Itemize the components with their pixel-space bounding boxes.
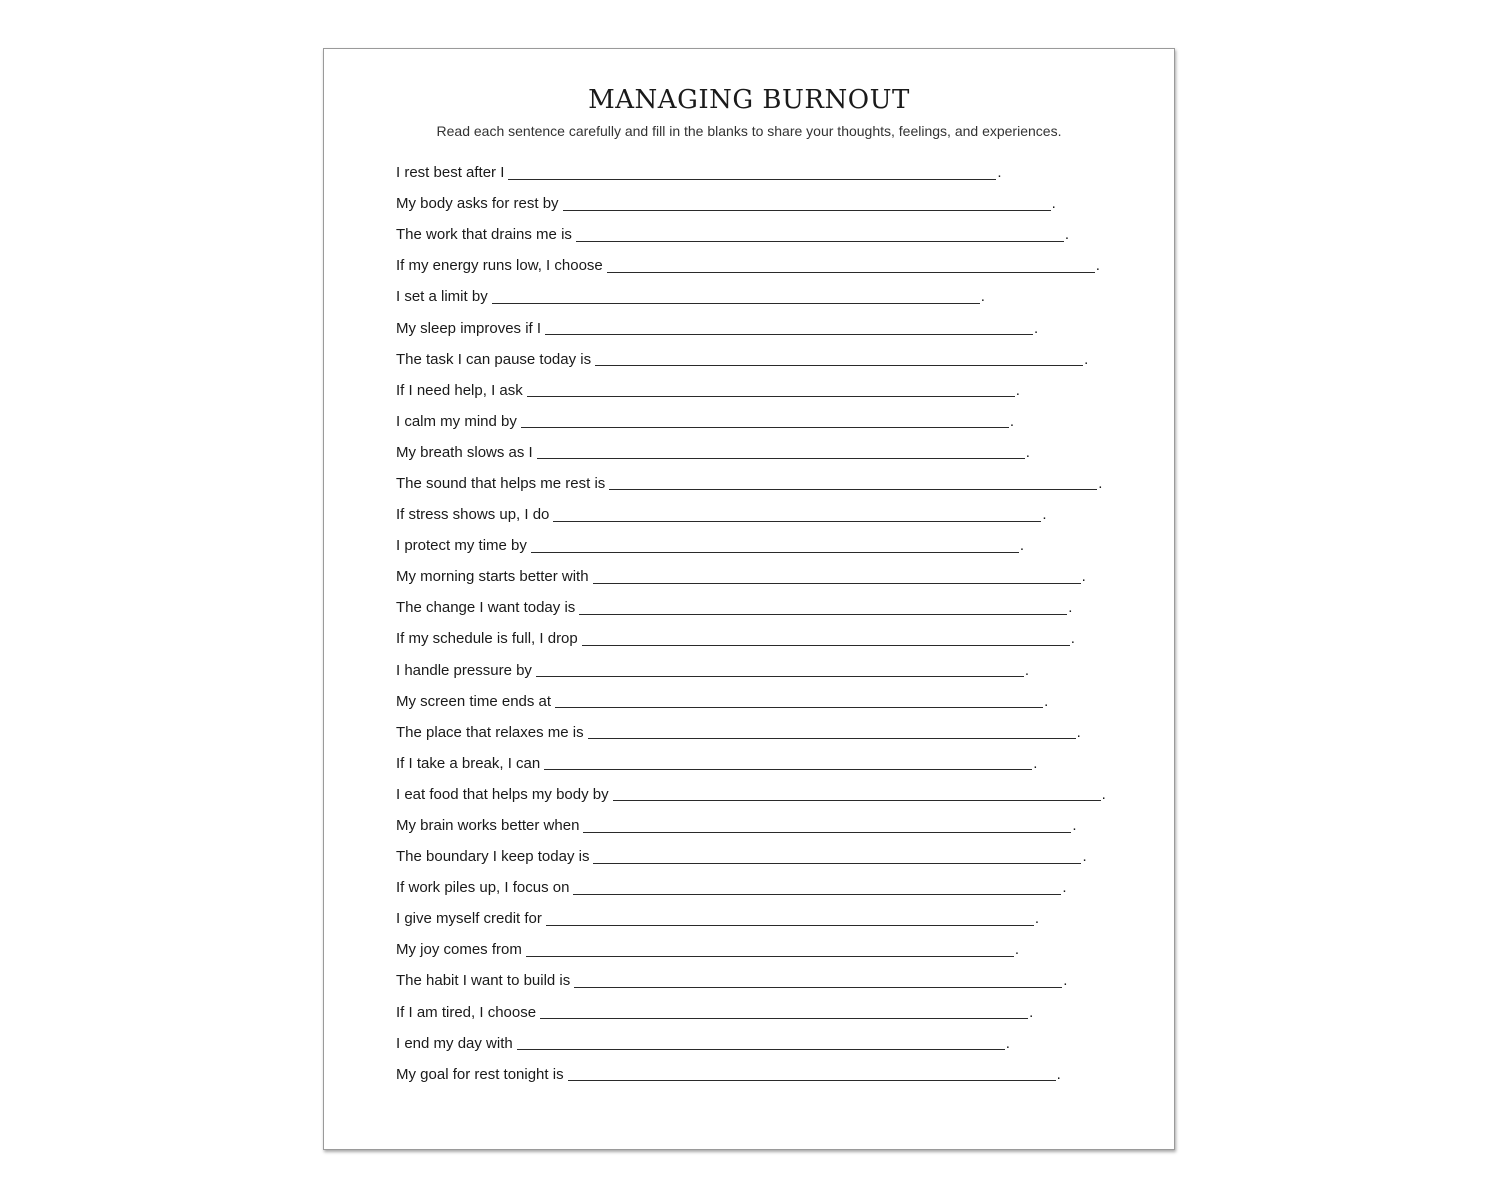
prompt-text: I calm my mind by — [396, 412, 517, 430]
prompt-row — [396, 965, 1116, 996]
prompt-text: I protect my time by — [396, 537, 527, 555]
fill-in-blank[interactable] — [579, 601, 1067, 615]
prompt-row — [396, 375, 1116, 406]
prompt-text: The work that drains me is — [396, 226, 572, 244]
fill-in-blank[interactable] — [574, 974, 1062, 988]
prompt-row — [396, 717, 1116, 748]
end-period: . — [1009, 412, 1015, 430]
prompt-row — [396, 344, 1116, 375]
prompt-row — [396, 997, 1116, 1028]
prompt-text: If I am tired, I choose — [396, 1003, 537, 1021]
fill-in-blank[interactable] — [576, 228, 1064, 242]
prompt-text: My screen time ends at — [396, 692, 552, 710]
fill-in-blank[interactable] — [545, 321, 1033, 335]
fill-in-blank[interactable] — [546, 912, 1034, 926]
prompt-row — [396, 934, 1116, 965]
prompt-text: The change I want today is — [396, 599, 576, 617]
prompt-text: My sleep improves if I — [396, 319, 542, 337]
prompt-text: My brain works better when — [396, 817, 580, 835]
fill-in-blank[interactable] — [526, 943, 1014, 957]
end-period: . — [1034, 910, 1040, 928]
fill-in-blank[interactable] — [607, 259, 1095, 273]
prompt-row — [396, 561, 1116, 592]
fill-in-blank[interactable] — [588, 725, 1076, 739]
prompt-row — [396, 406, 1116, 437]
prompt-row — [396, 250, 1116, 281]
prompt-text: The place that relaxes me is — [396, 723, 584, 741]
end-period: . — [1070, 630, 1075, 648]
prompt-text: The task I can pause today is — [396, 350, 592, 368]
fill-in-blank[interactable] — [593, 570, 1081, 584]
prompt-row — [396, 872, 1116, 903]
prompt-row — [396, 499, 1116, 530]
fill-in-blank[interactable] — [583, 819, 1071, 833]
end-period: . — [1063, 972, 1068, 990]
prompt-text: My joy comes from — [396, 941, 522, 959]
end-period: . — [1025, 443, 1030, 461]
prompt-text: I eat food that helps my body by — [396, 785, 609, 803]
prompt-row — [396, 312, 1116, 343]
prompt-row — [396, 655, 1116, 686]
prompt-row — [396, 281, 1116, 312]
end-period: . — [1024, 661, 1030, 679]
prompt-text: If I take a break, I can — [396, 754, 541, 772]
fill-in-blank[interactable] — [508, 166, 996, 180]
fill-in-blank[interactable] — [537, 445, 1025, 459]
end-period: . — [1034, 319, 1039, 337]
prompt-row — [396, 592, 1116, 623]
prompt-row — [396, 1028, 1116, 1059]
end-period: . — [997, 164, 1002, 182]
end-period: . — [1098, 474, 1103, 492]
prompt-text: The sound that helps me rest is — [396, 474, 606, 492]
prompt-text: My body asks for rest by — [396, 195, 559, 213]
prompt-text: I give myself credit for — [396, 910, 542, 928]
prompt-text: If work piles up, I focus on — [396, 879, 570, 897]
end-period: . — [1084, 350, 1089, 368]
end-period: . — [1044, 692, 1049, 710]
end-period: . — [1081, 568, 1086, 586]
prompt-list — [396, 157, 1116, 1090]
prompt-text: My breath slows as I — [396, 443, 533, 461]
prompt-text: I end my day with — [396, 1034, 513, 1052]
end-period: . — [1056, 1065, 1061, 1083]
prompt-text: I rest best after I — [396, 164, 505, 182]
end-period: . — [1015, 381, 1020, 399]
prompt-text: If I need help, I ask — [396, 381, 523, 399]
end-period: . — [1029, 1003, 1034, 1021]
fill-in-blank[interactable] — [536, 663, 1024, 677]
end-period: . — [1101, 785, 1106, 803]
prompt-row — [396, 530, 1116, 561]
prompt-row — [396, 779, 1116, 810]
prompt-row — [396, 841, 1116, 872]
fill-in-blank[interactable] — [573, 881, 1061, 895]
prompt-text: The habit I want to build is — [396, 972, 571, 990]
prompt-row — [396, 188, 1116, 219]
end-period: . — [980, 288, 985, 306]
prompt-row — [396, 686, 1116, 717]
prompt-text: I set a limit by — [396, 288, 488, 306]
end-period: . — [1082, 848, 1087, 866]
end-period: . — [1068, 599, 1073, 617]
prompt-row — [396, 903, 1116, 934]
prompt-text: If my schedule is full, I drop — [396, 630, 578, 648]
prompt-row — [396, 219, 1116, 250]
prompt-row — [396, 623, 1116, 654]
fill-in-blank[interactable] — [582, 632, 1070, 646]
fill-in-blank[interactable] — [609, 476, 1097, 490]
fill-in-blank[interactable] — [553, 508, 1041, 522]
fill-in-blank[interactable] — [563, 197, 1051, 211]
fill-in-blank[interactable] — [613, 787, 1101, 801]
fill-in-blank[interactable] — [595, 352, 1083, 366]
worksheet-instructions: Read each sentence carefully and fill in the blanks to share your thoughts, feelings, and experiences. — [436, 123, 1062, 139]
fill-in-blank[interactable] — [593, 850, 1081, 864]
fill-in-blank[interactable] — [517, 1036, 1005, 1050]
prompt-row — [396, 810, 1116, 841]
fill-in-blank[interactable] — [544, 756, 1032, 770]
end-period: . — [1095, 257, 1100, 275]
end-period: . — [1051, 195, 1056, 213]
prompt-row — [396, 748, 1116, 779]
end-period: . — [1042, 506, 1047, 524]
fill-in-blank[interactable] — [568, 1067, 1056, 1081]
prompt-text: If stress shows up, I do — [396, 506, 550, 524]
end-period: . — [1076, 723, 1081, 741]
end-period: . — [1062, 879, 1067, 897]
worksheet-title: MANAGING BURNOUT — [588, 85, 910, 115]
prompt-row — [396, 157, 1116, 188]
end-period: . — [1064, 226, 1070, 244]
prompt-text: If my energy runs low, I choose — [396, 257, 603, 275]
prompt-row — [396, 468, 1116, 499]
end-period: . — [1072, 817, 1077, 835]
end-period: . — [1019, 537, 1025, 555]
prompt-row — [396, 437, 1116, 468]
end-period: . — [1033, 754, 1038, 772]
prompt-text: I handle pressure by — [396, 661, 532, 679]
end-period: . — [1014, 941, 1020, 959]
fill-in-blank[interactable] — [527, 383, 1015, 397]
fill-in-blank[interactable] — [555, 694, 1043, 708]
prompt-row — [396, 1059, 1116, 1090]
prompt-text: My goal for rest tonight is — [396, 1065, 564, 1083]
fill-in-blank[interactable] — [492, 290, 980, 304]
fill-in-blank[interactable] — [521, 414, 1009, 428]
prompt-text: My morning starts better with — [396, 568, 589, 586]
end-period: . — [1005, 1034, 1010, 1052]
worksheet-page — [323, 48, 1175, 1150]
fill-in-blank[interactable] — [540, 1005, 1028, 1019]
prompt-text: The boundary I keep today is — [396, 848, 590, 866]
fill-in-blank[interactable] — [531, 539, 1019, 553]
